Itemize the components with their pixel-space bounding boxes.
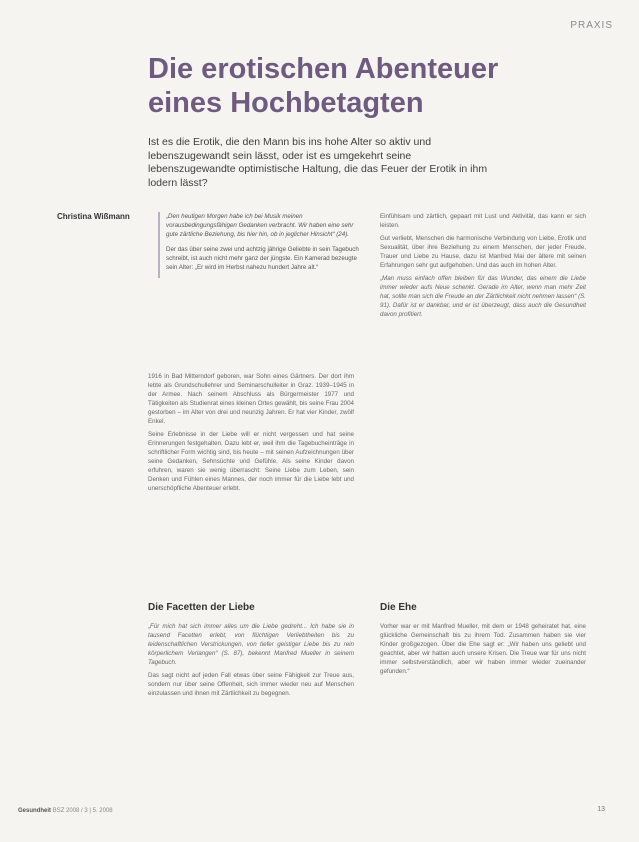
body-paragraph: Gut verliebt, Menschen die harmonische Verbindung von Liebe, Erotik und Sexualität, über ihre Beziehung zu einem Menschen, der jeder Freude, Trauer und Liebe zu Hause, dazu ist Manfred Mai der ältere mit seinen Erfahrungen sehr gut aufgehoben. Und das auch im hohen Alter.: [380, 235, 586, 269]
body-paragraph: 1916 in Bad Mitterndorf geboren, war Sohn eines Gärtners. Der dort ihm lebte als Grundschullehrer und Seminarschulleiter in Graz. 1939–1945 in der Armee. Nach seinem Abschluss als Bürgermeister 1977 und Tätigkeiten als Studienrat eines kleinen Ortes gewählt, bis seine Frau 2004 gestorben – im Alter von drei und neunzig Jahren. Er hat vier Kinder, zwölf Enkel.: [148, 373, 354, 425]
footer-text: BSZ 2008 / 3 | 5. 2008: [52, 808, 113, 814]
title-line-2: eines Hochbetagten: [148, 87, 424, 119]
body-paragraph: „Man muss einfach offen bleiben für das Wunder, das einem die Liebe immer wieder aufs Neue schenkt. Gerade im Alter, wenn man mehr Zeit hat, sollte man sich die Freude an der Zärtlichkeit nicht nehmen lassen“ (S. 91). Dafür ist er dankbar, und er ist überzeugt, dass auch die Gesundheit davon profitiert.: [380, 275, 586, 318]
author-name: Christina Wißmann: [57, 212, 130, 221]
section-heading-ehe: Die Ehe: [380, 602, 417, 613]
pull-quote: [158, 212, 366, 278]
body-paragraph: Das sagt nicht auf jeden Fall etwas über seine Fähigkeit zur Treue aus, sondern nur über seine Offenheit, sich immer wieder neu auf Menschen einzulassen und ihnen mit Zärtlichkeit zu begegnen.: [148, 672, 354, 697]
quote-paragraph-2: Der das über seine zwei und achtzig jährige Geliebte in sein Tagebuch schreibt, ist auch nicht mehr ganz der jüngste. Ein Kamerad bezeugte sein Alter: „Er wird im Herbst nahezu hundert Jahre alt.“: [166, 246, 359, 271]
lead-paragraph: Ist es die Erotik, die den Mann bis ins hohe Alter so aktiv und lebenszugewandt sein lässt, oder ist es umgekehrt seine lebenszugewandte optimistische Haltung, die das Feuer der Erotik in ihm lodern lässt?: [148, 136, 488, 189]
quote-paragraph-1: „Den heutigen Morgen habe ich bei Musik meinen vorausbedingungsfähigen Gedanken verbracht. Wir haben eine sehr gute zärtliche Beziehung, bis hier hin, ob in jeglicher Hinsicht“ (24).: [166, 213, 354, 238]
page-number: 13: [597, 806, 605, 813]
footer-brand: Gesundheit: [18, 808, 52, 814]
body-paragraph: Vorher war er mit Manfred Mueller, mit dem er 1948 geheiratet hat, eine glückliche Gemeinschaft bis zu ihrem Tod. Zusammen haben sie vier Kinder großgezogen. Über die Ehe sagt er: „Wir haben uns geliebt und geachtet, aber wir hatten auch unsere Krisen. Die Treue war für uns nicht immer selbstverständlich, aber wir haben immer wieder zueinander gefunden.“: [380, 623, 586, 675]
body-column-left-upper: [148, 372, 354, 497]
title-line-1: Die erotischen Abenteuer: [148, 53, 499, 85]
body-column-right-lower: [380, 622, 586, 680]
section-heading-facetten: Die Facetten der Liebe: [148, 602, 255, 613]
body-column-left-lower: [148, 622, 354, 702]
section-tag: PRAXIS: [570, 20, 613, 31]
page-footer: [18, 808, 113, 814]
body-column-right-upper: [380, 212, 586, 323]
body-paragraph: „Für mich hat sich immer alles um die Liebe gedreht... Ich habe sie in tausend Facetten erlebt, von flüchtigen Verliebtheiten bis zu leidenschaftlichen Verstrickungen, von tiefer geistiger Liebe bis zu rein körperlichem Verlangen“ (S. 87), bekennt Manfred Mueller in seinem Tagebuch.: [148, 623, 354, 666]
body-paragraph: Einfühlsam und zärtlich, gepaart mit Lust und Aktivität, das kann er sich leisten.: [380, 213, 586, 229]
article-title: [148, 52, 588, 120]
body-paragraph: Seine Erlebnisse in der Liebe will er nicht vergessen und hat seine Erinnerungen festgehalten. Dazu lebt er, weil ihm die Tagebucheinträge in schriftlicher Form wichtig sind, bis heute – mit seinen Aufzeichnungen über seine Gedanken, Sehnsüchte und Gefühle. Als seine Kinder davon erfuhren, waren sie wenig überrascht: Seine Liebe zum Leben, sein Denken und Fühlen eines Mannes, der noch immer für die Liebe lebt und unerschöpfliche Abenteuer erlebt.: [148, 431, 354, 492]
